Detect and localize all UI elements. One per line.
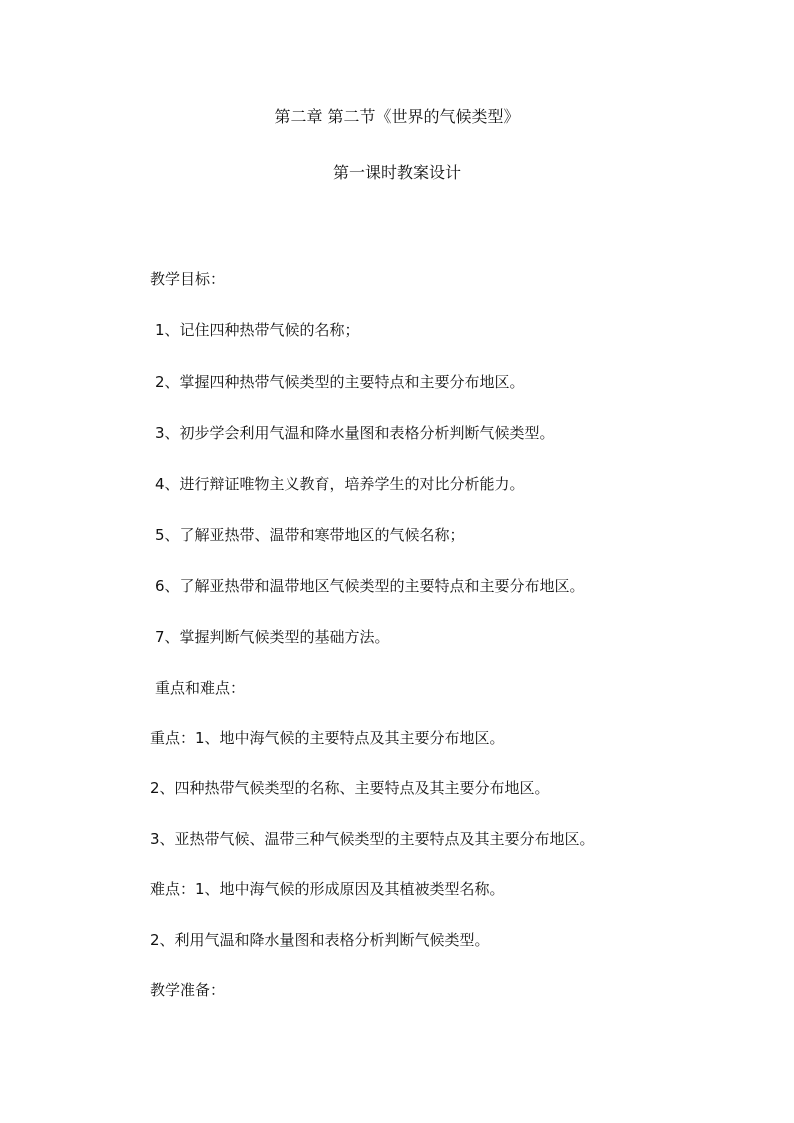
key-point-item-2: 2、四种热带气候类型的名称、主要特点及其主要分布地区。 xyxy=(150,779,550,797)
key-point-item-1: 重点：1、地中海气候的主要特点及其主要分布地区。 xyxy=(150,729,505,747)
objective-item-3: 3、初步学会利用气温和降水量图和表格分析判断气候类型。 xyxy=(155,424,555,442)
document-title: 第二章 第二节《世界的气候类型》 xyxy=(274,107,520,126)
document-subtitle: 第一课时教案设计 xyxy=(332,163,461,182)
objective-item-2: 2、掌握四种热带气候类型的主要特点和主要分布地区。 xyxy=(155,373,525,391)
objective-item-7: 7、掌握判断气候类型的基础方法。 xyxy=(155,628,390,646)
objective-item-6: 6、了解亚热带和温带地区气候类型的主要特点和主要分布地区。 xyxy=(155,577,585,595)
objectives-heading: 教学目标： xyxy=(150,270,226,288)
key-point-item-3: 3、亚热带气候、温带三种气候类型的主要特点及其主要分布地区。 xyxy=(150,830,595,848)
key-points-heading: 重点和难点： xyxy=(155,679,246,697)
preparation-heading: 教学准备： xyxy=(150,981,226,999)
objective-item-5: 5、了解亚热带、温带和寒带地区的气候名称； xyxy=(155,526,465,544)
difficulty-item-2: 2、利用气温和降水量图和表格分析判断气候类型。 xyxy=(150,931,490,949)
difficulty-item-1: 难点：1、地中海气候的形成原因及其植被类型名称。 xyxy=(150,880,505,898)
objective-item-4: 4、进行辩证唯物主义教育，培养学生的对比分析能力。 xyxy=(155,475,525,493)
objective-item-1: 1、记住四种热带气候的名称； xyxy=(155,321,360,339)
